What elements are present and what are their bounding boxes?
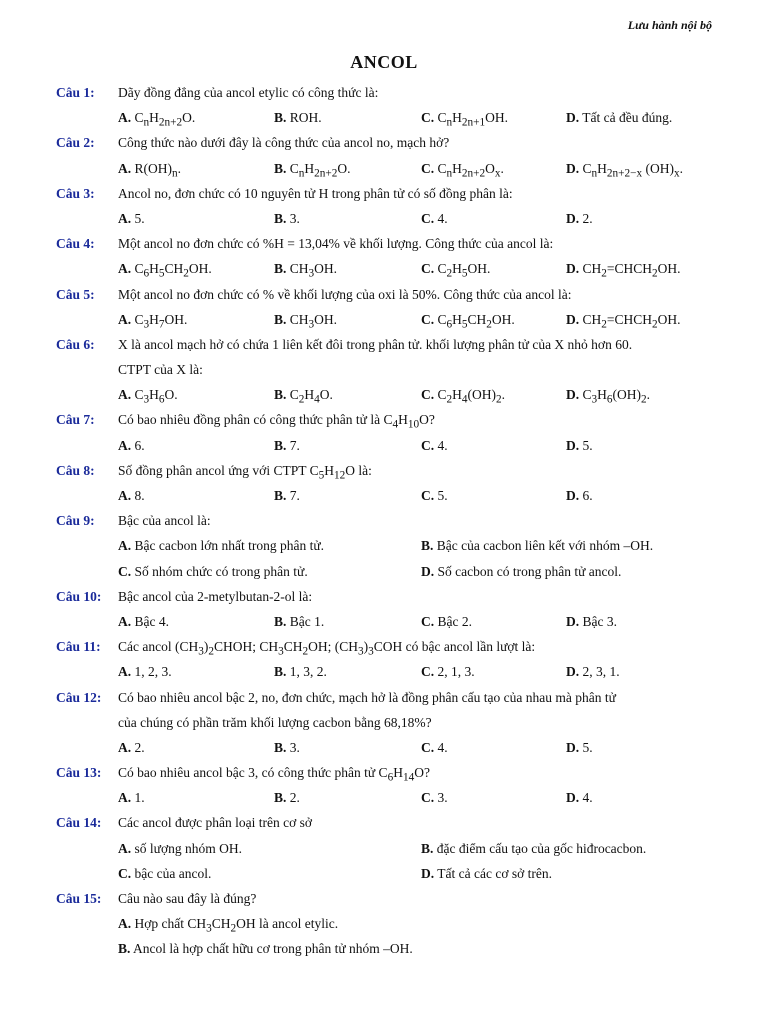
answer-option — [118, 785, 145, 810]
answer-letter: C. — [421, 210, 435, 226]
question-text: X là ancol mạch hở có chứa 1 liên kết đôi trong phân tử. khối lượng phân tử của X nhỏ hơn 60. — [118, 336, 633, 352]
question-stem-line — [56, 886, 716, 911]
answer-text: 4. — [434, 437, 448, 453]
answer-row — [56, 911, 716, 936]
answer-text: $C_2H_4O$. — [286, 387, 333, 406]
answer-option — [118, 659, 172, 684]
question-stem-line — [56, 584, 716, 609]
question-stem-line — [56, 508, 716, 533]
answer-letter: C. — [421, 739, 435, 755]
question-13 — [56, 760, 716, 810]
question-text: Bậc của ancol là: — [118, 513, 211, 529]
answer-text: 1, 2, 3. — [131, 664, 172, 680]
answer-text: 5. — [579, 739, 593, 755]
question-number: Câu 10: — [56, 588, 102, 604]
answer-text: 6. — [579, 488, 593, 503]
answer-option — [421, 836, 646, 861]
answer-text: 5. — [131, 210, 145, 226]
answer-option — [566, 433, 593, 458]
question-text: Công thức nào dưới đây là công thức của ancol no, mạch hở? — [118, 135, 450, 151]
answer-letter: B. — [421, 840, 434, 856]
answer-option — [274, 483, 300, 508]
answer-option — [421, 659, 475, 684]
answer-letter: C. — [421, 110, 435, 126]
answer-text: Tất cả đều đúng. — [579, 110, 673, 126]
question-9 — [56, 508, 716, 584]
answer-letter: B. — [274, 387, 287, 403]
answer-letter: A. — [118, 664, 132, 680]
answer-letter: B. — [274, 311, 287, 327]
answer-option — [118, 483, 145, 508]
answer-letter: D. — [566, 739, 580, 755]
answer-letter: D. — [566, 664, 580, 680]
answer-option — [118, 559, 308, 584]
answer-text: 4. — [434, 210, 448, 226]
answer-option — [566, 483, 593, 508]
answer-option — [274, 659, 327, 684]
answer-option — [566, 206, 593, 231]
answer-letter: A. — [118, 916, 132, 932]
answer-letter: A. — [118, 739, 132, 755]
answer-option — [421, 483, 448, 508]
answer-letter: A. — [118, 160, 132, 176]
question-number: Câu 7: — [56, 412, 95, 428]
answer-text: 7. — [286, 488, 300, 503]
answer-text: 2. — [579, 210, 593, 226]
answer-text: $C_2H_5OH$. — [434, 261, 491, 280]
question-6 — [56, 332, 716, 408]
answer-row — [56, 206, 716, 231]
answer-option — [421, 609, 472, 634]
answer-text: $CH_3OH$. — [286, 261, 338, 280]
answer-option — [118, 861, 211, 886]
answer-option — [274, 785, 300, 810]
answer-option — [566, 105, 672, 130]
answer-letter: A. — [118, 110, 132, 126]
question-stem-line — [56, 634, 716, 659]
question-text: Câu nào sau đây là đúng? — [118, 891, 257, 906]
answer-row — [56, 861, 716, 886]
answer-letter: D. — [566, 210, 580, 226]
answer-text: $C_6H_5CH_2OH$. — [434, 311, 515, 331]
answer-letter: A. — [118, 210, 132, 226]
question-number: Câu 2: — [56, 135, 95, 151]
answer-option — [118, 936, 413, 961]
answer-letter: B. — [274, 437, 287, 453]
answer-text: $C_nH_{2n+2}O$. — [131, 110, 196, 129]
answer-text: Số nhóm chức có trong phân tử. — [131, 563, 308, 579]
answer-text: $C_3H_6O$. — [131, 387, 178, 406]
answer-option — [566, 609, 617, 634]
question-number: Câu 8: — [56, 462, 95, 478]
answer-row — [56, 936, 716, 961]
answer-row — [56, 559, 716, 584]
answer-row — [56, 105, 716, 130]
answer-text: Số cacbon có trong phân tử ancol. — [434, 563, 622, 579]
question-text: Các ancol $(CH_3)_2CHOH$; $CH_3CH_2OH$; $(CH_3)_3COH$ có bậc ancol lần lượt là: — [118, 639, 536, 658]
question-text: Ancol no, đơn chức có 10 nguyên tử H trong phân tử có số đồng phân là: — [118, 185, 513, 201]
answer-option — [566, 785, 593, 810]
answer-option — [118, 206, 145, 231]
answer-text: $C_nH_{2n+2-x}$ $(OH)_x$. — [579, 160, 683, 180]
answer-text: 3. — [434, 790, 448, 806]
answer-text: 1, 3, 2. — [286, 664, 327, 680]
answer-letter: D. — [566, 613, 580, 629]
answer-text: $C_3H_7OH$. — [131, 311, 188, 331]
answer-text: $C_nH_{2n+1}OH$. — [434, 110, 508, 129]
question-text: Có bao nhiêu đồng phân có công thức phân tử là $C_4H_{10}O$? — [118, 412, 435, 432]
question-number: Câu 9: — [56, 513, 95, 529]
answer-letter: D. — [566, 488, 580, 503]
answer-text: 6. — [131, 437, 145, 453]
answer-text: Ancol là hợp chất hữu cơ trong phân tử nhóm –OH. — [130, 941, 413, 957]
question-stem-line — [56, 231, 716, 256]
answer-letter: D. — [566, 110, 580, 126]
answer-letter: B. — [274, 790, 287, 806]
answer-option — [274, 609, 324, 634]
answer-text: $C_2H_4(OH)_2$. — [434, 387, 506, 406]
question-text: Bậc ancol của 2-metylbutan-2-ol là: — [118, 588, 313, 604]
question-3 — [56, 181, 716, 231]
question-4 — [56, 231, 716, 281]
answer-row — [56, 659, 716, 684]
question-number: Câu 3: — [56, 185, 95, 201]
answer-letter: C. — [421, 790, 435, 806]
answer-option — [118, 609, 169, 634]
answer-option — [421, 559, 621, 584]
answer-row — [56, 483, 716, 508]
answer-letter: C. — [421, 311, 435, 327]
answer-option — [566, 735, 593, 760]
answer-text: $R(OH)_n$. — [131, 160, 181, 180]
answer-row — [56, 609, 716, 634]
answer-letter: D. — [566, 160, 580, 176]
answer-row — [56, 382, 716, 407]
answer-letter: B. — [274, 261, 287, 277]
answer-row — [56, 307, 716, 332]
answer-text: số lượng nhóm OH. — [131, 840, 242, 856]
question-number: Câu 5: — [56, 286, 95, 302]
question-stem-line — [56, 407, 716, 432]
question-text: Có bao nhiêu ancol bậc 3, có công thức phân tử $C_6H_{14}O$? — [118, 765, 430, 784]
answer-row — [56, 735, 716, 760]
answer-text: Tất cả các cơ sở trên. — [434, 865, 552, 881]
question-text: Có bao nhiêu ancol bậc 2, no, đơn chức, mạch hở là đồng phân cấu tạo của nhau mà phân tử — [118, 689, 616, 705]
answer-letter: B. — [421, 538, 434, 554]
answer-letter: B. — [274, 613, 287, 629]
question-text: Số đồng phân ancol ứng với CTPT $C_5H_{12}O$ là: — [118, 462, 372, 482]
answer-row — [56, 156, 716, 181]
answer-letter: D. — [566, 790, 580, 806]
answer-text: $C_6H_5CH_2OH$. — [131, 261, 212, 280]
question-stem-line — [56, 282, 716, 307]
answer-letter: B. — [274, 160, 287, 176]
answer-row — [56, 533, 716, 558]
question-stem-line — [56, 357, 716, 382]
question-stem-line — [56, 80, 716, 105]
answer-text: $C_nH_{2n+2}O_x$. — [434, 160, 504, 180]
answer-letter: D. — [421, 563, 435, 579]
answer-letter: C. — [421, 613, 435, 629]
answer-letter: A. — [118, 840, 132, 856]
answer-letter: C. — [421, 437, 435, 453]
question-10 — [56, 584, 716, 634]
question-12 — [56, 685, 716, 761]
answer-option — [274, 206, 300, 231]
answer-text: ROH. — [286, 110, 322, 126]
question-number: Câu 15: — [56, 891, 102, 906]
answer-text: $C_3H_6(OH)_2$. — [579, 387, 651, 406]
answer-letter: D. — [566, 261, 580, 277]
answer-letter: A. — [118, 488, 132, 503]
answer-letter: D. — [566, 387, 580, 403]
answer-letter: D. — [566, 311, 580, 327]
question-8 — [56, 458, 716, 508]
answer-letter: C. — [421, 160, 435, 176]
answer-letter: B. — [274, 664, 287, 680]
question-15 — [56, 886, 716, 962]
answer-text: 7. — [286, 437, 300, 453]
answer-text: 4. — [434, 739, 448, 755]
answer-text: 2. — [286, 790, 300, 806]
page-header-note: Lưu hành nội bộ — [627, 18, 712, 32]
answer-option — [118, 433, 145, 458]
answer-letter: C. — [118, 865, 132, 881]
question-7 — [56, 407, 716, 457]
answer-text: $CH_3OH$. — [286, 311, 338, 331]
answer-letter: A. — [118, 261, 132, 277]
answer-letter: C. — [421, 488, 435, 503]
answer-letter: B. — [274, 488, 287, 503]
answer-text: Bậc 4. — [131, 613, 169, 629]
page-title: ANCOL — [350, 52, 418, 72]
answer-letter: A. — [118, 437, 132, 453]
question-stem-line — [56, 810, 716, 835]
answer-row — [56, 836, 716, 861]
answer-option — [421, 785, 448, 810]
answer-letter: C. — [118, 563, 132, 579]
answer-text: Bậc 3. — [579, 613, 617, 629]
question-11 — [56, 634, 716, 684]
question-number: Câu 6: — [56, 336, 95, 352]
answer-option — [274, 433, 300, 458]
answer-option — [421, 533, 653, 558]
answer-option — [421, 735, 448, 760]
question-number: Câu 4: — [56, 236, 95, 252]
answer-text: $CH_2=CHCH_2OH$. — [579, 311, 681, 331]
answer-text: $CH_2=CHCH_2OH$. — [579, 261, 681, 280]
answer-letter: A. — [118, 387, 132, 403]
answer-option — [421, 206, 448, 231]
answer-letter: C. — [421, 664, 435, 680]
answer-letter: D. — [566, 437, 580, 453]
question-stem-line — [56, 710, 716, 735]
answer-option — [274, 735, 300, 760]
answer-letter: B. — [274, 739, 287, 755]
answer-option — [421, 433, 448, 458]
question-stem-line — [56, 181, 716, 206]
question-text: của chúng có phần trăm khối lượng cacbon bằng 68,18%? — [118, 714, 432, 730]
answer-letter: A. — [118, 790, 132, 806]
answer-option — [274, 105, 322, 130]
answer-row — [56, 433, 716, 458]
answer-text: 5. — [579, 437, 593, 453]
answer-text: đặc điểm cấu tạo của gốc hiđrocacbon. — [433, 840, 647, 856]
answer-option — [118, 735, 145, 760]
answer-text: Hợp chất $CH_3CH_2OH$ là ancol etylic. — [131, 916, 339, 935]
answer-text: Bậc 2. — [434, 613, 472, 629]
question-stem-line — [56, 685, 716, 710]
answer-text: Bậc 1. — [286, 613, 325, 629]
answer-text: bậc của ancol. — [131, 865, 212, 881]
question-number: Câu 1: — [56, 85, 95, 100]
question-text: Một ancol no đơn chức có %H = 13,04% về khối lượng. Công thức của ancol là: — [118, 236, 554, 252]
answer-letter: A. — [118, 311, 132, 327]
answer-text: 2. — [131, 739, 145, 755]
answer-text: 2, 3, 1. — [579, 664, 620, 680]
question-14 — [56, 810, 716, 886]
answer-letter: B. — [274, 110, 287, 126]
answer-letter: A. — [118, 613, 132, 629]
answer-text: 2, 1, 3. — [434, 664, 475, 680]
question-stem-line — [56, 458, 716, 483]
answer-option — [421, 861, 552, 886]
question-5 — [56, 282, 716, 332]
answer-row — [56, 256, 716, 281]
answer-letter: B. — [274, 210, 287, 226]
answer-text: 5. — [434, 488, 448, 503]
question-text: CTPT của X là: — [118, 362, 203, 378]
answer-text: 8. — [131, 488, 145, 503]
question-text: Dãy đồng đẳng của ancol etylic có công thức là: — [118, 85, 379, 100]
answer-text: 1. — [131, 790, 145, 806]
answer-text: Bậc của cacbon liên kết với nhóm –OH. — [433, 538, 654, 554]
answer-text: Bậc cacbon lớn nhất trong phân tử. — [131, 538, 325, 554]
answer-text: 3. — [286, 210, 300, 226]
question-stem-line — [56, 130, 716, 155]
question-number: Câu 14: — [56, 815, 102, 831]
question-list — [56, 80, 716, 962]
question-stem-line — [56, 332, 716, 357]
question-text: Một ancol no đơn chức có % về khối lượng của oxi là 50%. Công thức của ancol là: — [118, 286, 572, 302]
question-number: Câu 13: — [56, 765, 102, 781]
answer-option — [566, 659, 620, 684]
answer-row — [56, 785, 716, 810]
question-1 — [56, 80, 716, 130]
answer-letter: C. — [421, 387, 435, 403]
answer-text: 4. — [579, 790, 593, 806]
answer-text: 3. — [286, 739, 300, 755]
question-number: Câu 11: — [56, 639, 101, 655]
answer-letter: B. — [118, 941, 131, 957]
answer-letter: D. — [421, 865, 435, 881]
question-number: Câu 12: — [56, 689, 102, 705]
answer-letter: C. — [421, 261, 435, 277]
answer-letter: A. — [118, 538, 132, 554]
answer-option — [118, 533, 324, 558]
answer-option — [118, 836, 242, 861]
question-2 — [56, 130, 716, 180]
question-text: Các ancol được phân loại trên cơ sở — [118, 815, 313, 831]
answer-text: $C_nH_{2n+2}O$. — [286, 160, 351, 180]
question-stem-line — [56, 760, 716, 785]
